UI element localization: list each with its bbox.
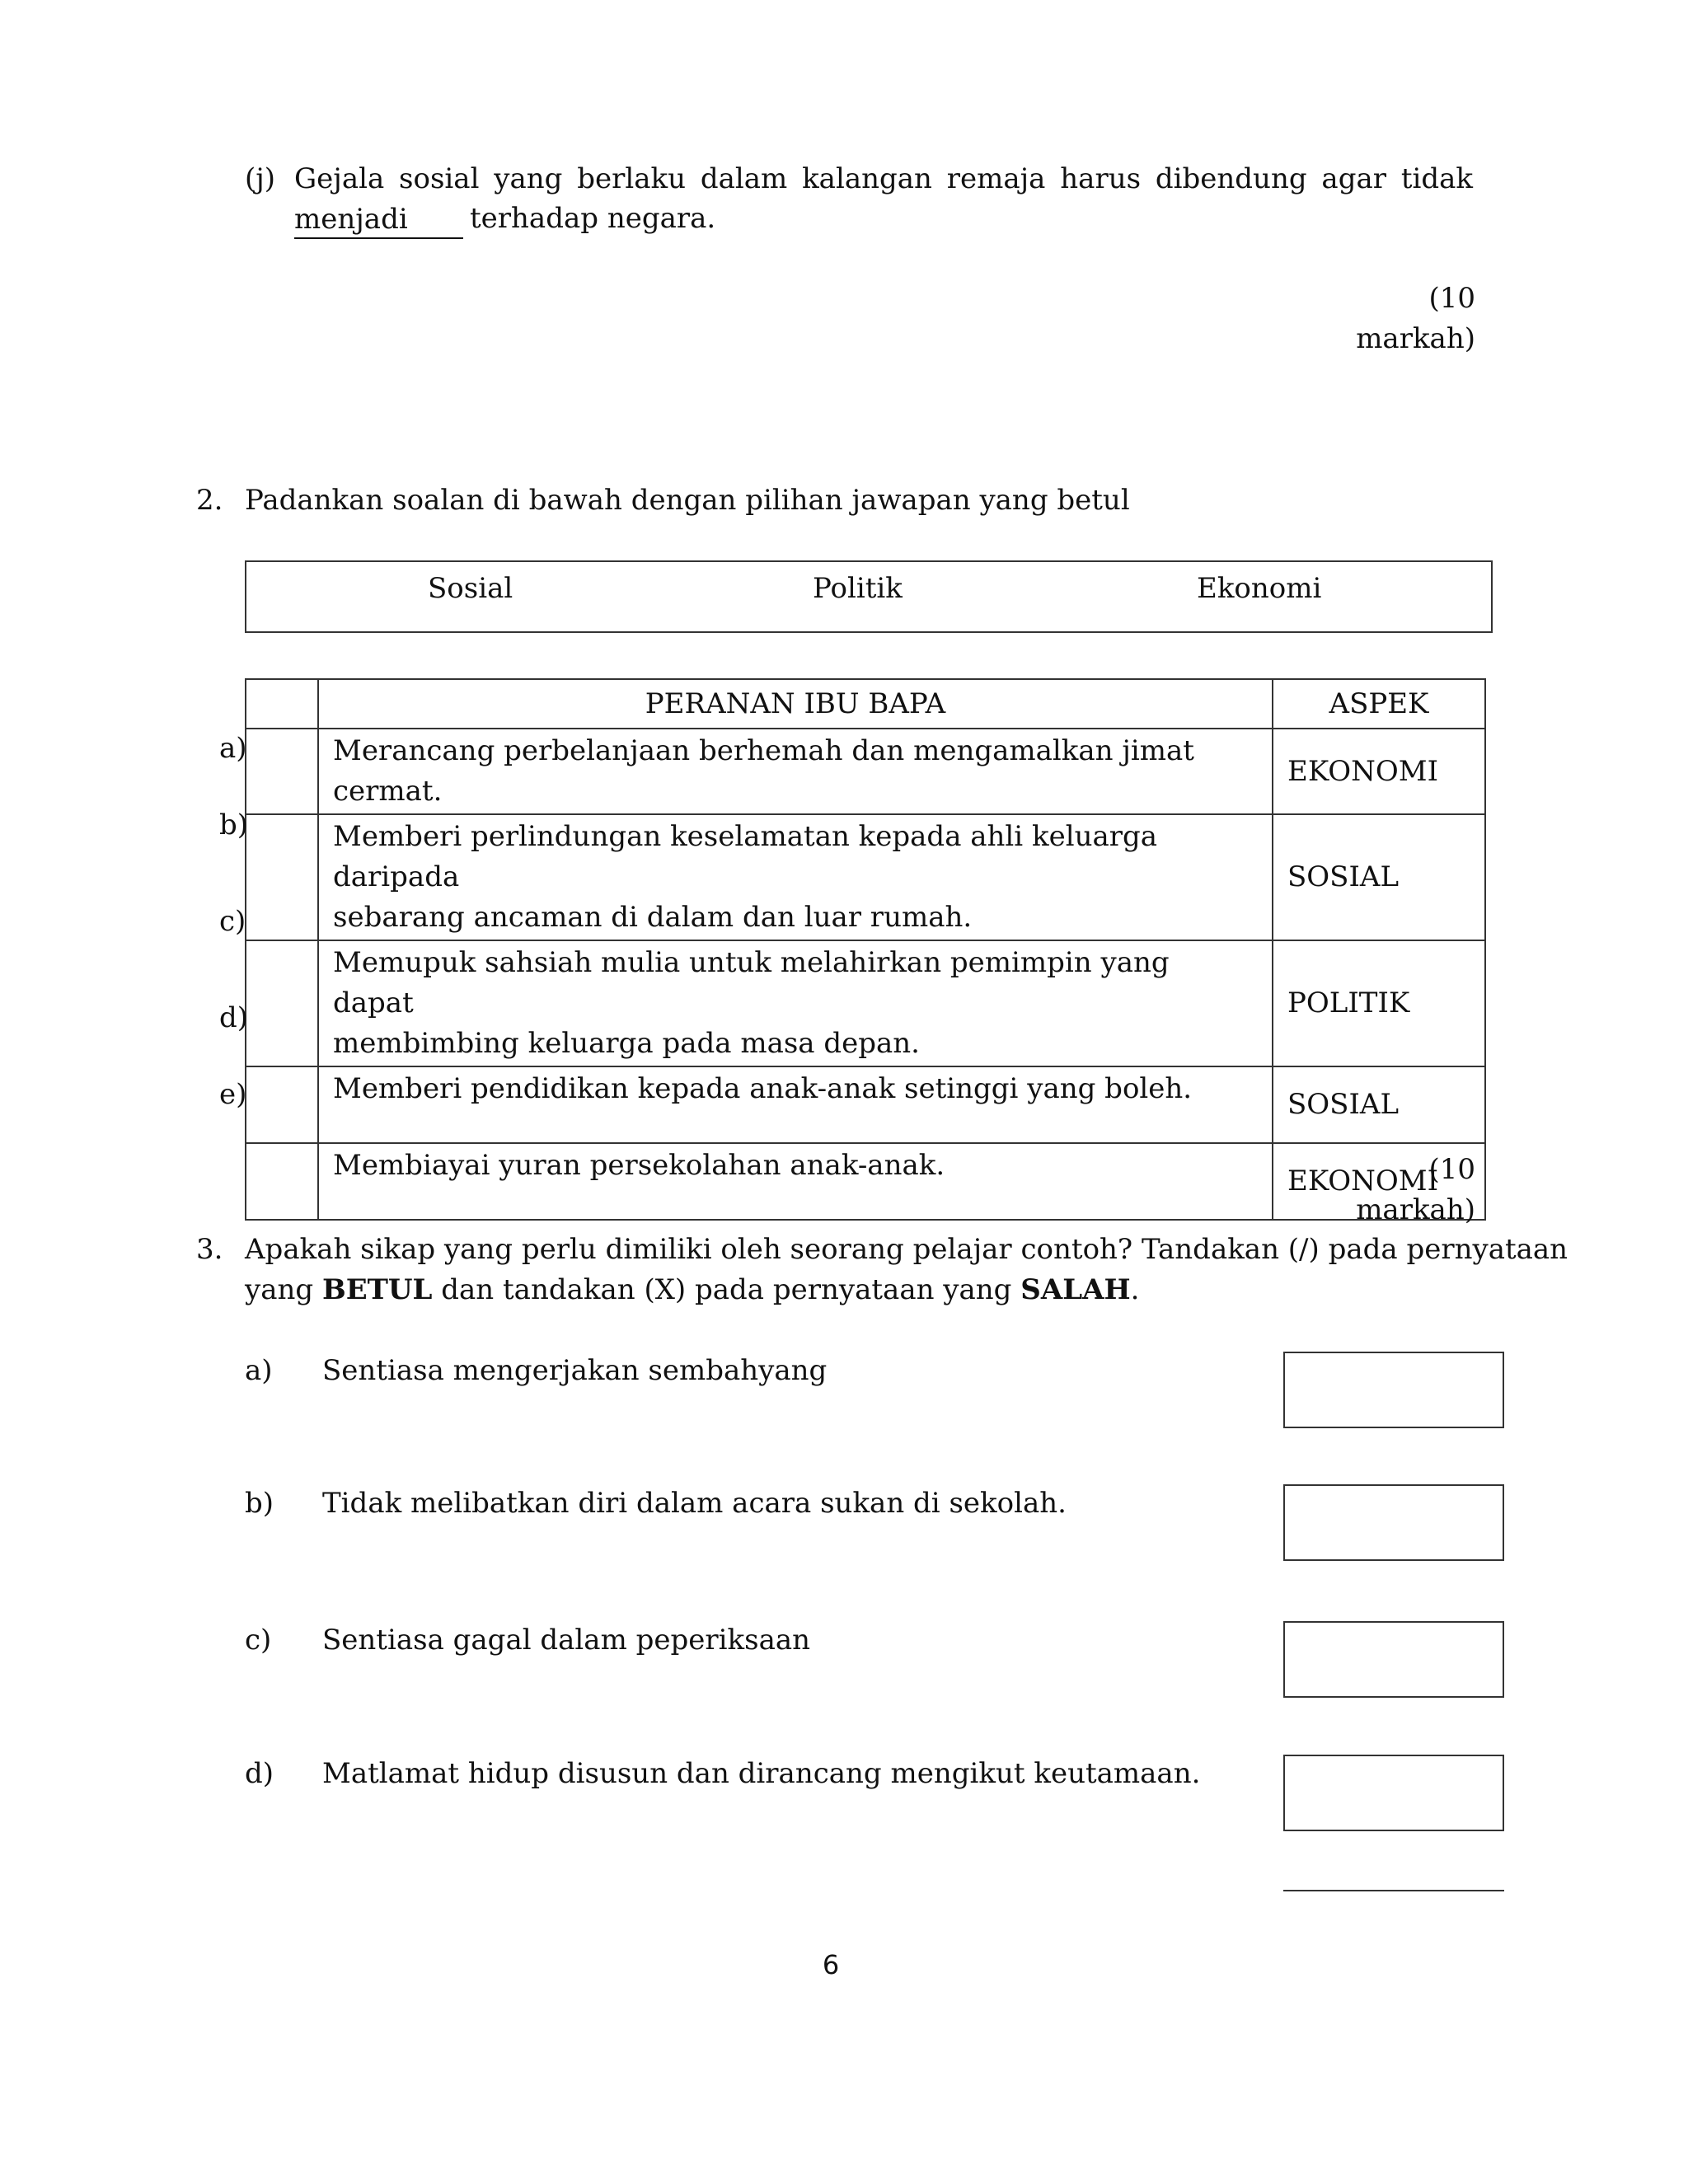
row-answer-cell[interactable]	[246, 814, 318, 940]
q3-item-label: c)	[245, 1624, 272, 1657]
row-label-e: e)	[219, 1078, 247, 1111]
q3-item-text: Tidak melibatkan diri dalam acara sukan di sekolah.	[322, 1487, 1067, 1520]
q2-number: 2.	[196, 484, 223, 517]
row-desc-line: Memberi perlindungan keselamatan kepada ahli keluarga daripada	[333, 820, 1158, 893]
row-desc-line: sebarang ancaman di dalam dan luar rumah.	[333, 901, 973, 934]
row-description	[318, 940, 1273, 1066]
row-answer-cell[interactable]	[246, 1066, 318, 1143]
q3-text-part: .	[1130, 1273, 1140, 1306]
q3-item-label: a)	[245, 1354, 273, 1387]
table-row	[246, 940, 1485, 1066]
marks-line	[1283, 1890, 1504, 1891]
choice-sosial: Sosial	[428, 572, 513, 605]
answer-box-a[interactable]	[1283, 1352, 1504, 1428]
row-aspect: POLITIK	[1273, 940, 1485, 1066]
row-label-d: d)	[219, 1001, 249, 1034]
q1j-label: (j)	[245, 162, 276, 195]
q3-instruction-line1: Apakah sikap yang perlu dimiliki oleh seorang pelajar contoh? Tandakan (/) pada pernyataan	[245, 1233, 1568, 1266]
row-answer-cell[interactable]	[246, 1143, 318, 1220]
q1-marks: (10 markah)	[1356, 282, 1475, 355]
q3-item-text: Sentiasa mengerjakan sembahyang	[322, 1354, 828, 1387]
row-description	[318, 1143, 1273, 1220]
q3-item-label: b)	[245, 1487, 274, 1520]
choice-ekonomi: Ekonomi	[1197, 572, 1322, 605]
q3-item-text: Matlamat hidup disusun dan dirancang mengikut keutamaan.	[322, 1757, 1201, 1790]
row-description	[318, 1066, 1273, 1143]
row-description	[318, 729, 1273, 814]
keyword-salah: SALAH	[1020, 1273, 1131, 1306]
table-header-blank	[246, 679, 318, 729]
row-aspect: SOSIAL	[1273, 1066, 1485, 1143]
keyword-betul: BETUL	[321, 1273, 433, 1306]
answer-choices-box	[245, 560, 1493, 633]
q3-instruction-line2	[245, 1270, 1139, 1310]
q3-item-text: Sentiasa gagal dalam peperiksaan	[322, 1624, 811, 1657]
row-answer-cell[interactable]	[246, 940, 318, 1066]
q2-instruction: Padankan soalan di bawah dengan pilihan jawapan yang betul	[245, 484, 1130, 517]
q3-item-label: d)	[245, 1757, 274, 1790]
answer-box-d[interactable]	[1283, 1755, 1504, 1831]
table-row	[246, 1066, 1485, 1143]
row-desc-line: membimbing keluarga pada masa depan.	[333, 1027, 920, 1060]
row-label-c: c)	[219, 905, 246, 938]
answer-box-c[interactable]	[1283, 1621, 1504, 1698]
answer-box-b[interactable]	[1283, 1484, 1504, 1561]
q1j-text-line1: Gejala sosial yang berlaku dalam kalangan remaja harus dibendung agar tidak menjadi	[294, 162, 1473, 236]
choice-politik: Politik	[813, 572, 903, 605]
q1j-text-line2	[294, 199, 715, 239]
q3-text-part: yang	[245, 1273, 322, 1306]
header-aspek: ASPEK	[1273, 679, 1485, 729]
row-desc-line: Memberi pendidikan kepada anak-anak setinggi yang boleh.	[333, 1072, 1193, 1105]
row-desc-line: Membiayai yuran persekolahan anak-anak.	[333, 1149, 945, 1182]
table-header-row	[246, 679, 1485, 729]
row-answer-cell[interactable]	[246, 729, 318, 814]
q2-marks: (10 markah)	[1356, 1153, 1475, 1226]
row-desc-line: Memupuk sahsiah mulia untuk melahirkan pemimpin yang dapat	[333, 946, 1170, 1019]
row-label-a: a)	[219, 732, 247, 765]
table-row	[246, 1143, 1485, 1220]
row-desc-line: Merancang perbelanjaan berhemah dan mengamalkan jimat cermat.	[333, 734, 1194, 808]
row-description	[318, 814, 1273, 940]
header-peranan: PERANAN IBU BAPA	[318, 679, 1273, 729]
q3-text-part: dan tandakan (X) pada pernyataan yang	[432, 1273, 1021, 1306]
q3-number: 3.	[196, 1233, 223, 1266]
row-aspect: EKONOMI	[1273, 1143, 1485, 1220]
table-row	[246, 814, 1485, 940]
row-aspect: EKONOMI	[1273, 729, 1485, 814]
matching-table	[245, 678, 1486, 1221]
row-aspect: SOSIAL	[1273, 814, 1485, 940]
fill-in-blank[interactable]	[294, 204, 463, 239]
table-row	[246, 729, 1485, 814]
page-number: 6	[822, 1949, 840, 1980]
row-label-b: b)	[219, 808, 249, 841]
q1j-line2-text: terhadap negara.	[470, 202, 716, 235]
